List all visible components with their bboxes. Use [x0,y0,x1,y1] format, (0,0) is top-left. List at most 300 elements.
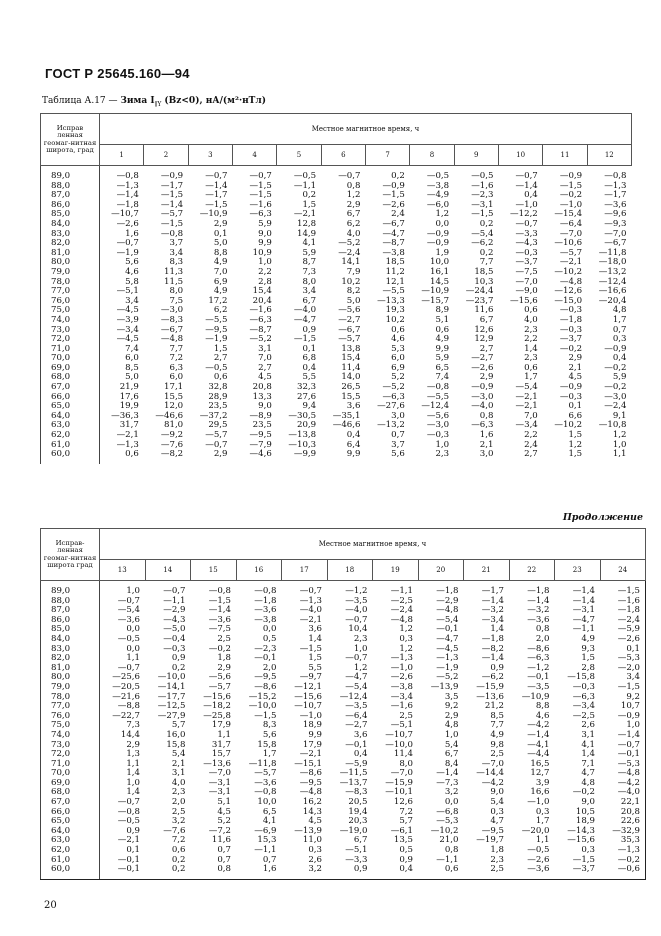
value-cell: 2,2 [258,266,272,277]
latitude-cell: 85,0 [41,210,100,220]
hour-column-header: 14 [145,560,191,581]
value-cell: 31,7 [211,739,231,750]
value-cell: 1,1 [126,653,140,664]
value-cell: —7,5 [208,624,231,635]
value-cell: —5,4 [515,382,538,393]
value-cell: 19,3 [385,305,405,316]
value-cell: 32,3 [297,382,317,393]
value-cell: —10,6 [554,238,583,249]
value-cell: 1,2 [435,209,450,220]
value-cell: 2,9 [346,199,361,210]
value-cell: 7,9 [346,266,361,277]
value-cell: 2,3 [524,353,538,364]
value-cell: —1,1 [572,624,595,635]
value-cell: 8,3 [262,720,277,731]
value-cell: 10,0 [429,257,450,268]
value-cell: —1,6 [249,199,272,210]
value-cell: 6,0 [125,353,139,364]
value-cell: 7,2 [171,835,186,846]
value-cell: —12,1 [294,681,322,692]
hour-column-header: 10 [498,145,542,166]
value-cell: —14,1 [157,681,186,692]
value-cell: —0,9 [160,171,184,181]
value-cell: —1,2 [345,586,368,596]
value-cell: 1,0 [258,257,272,268]
value-cell: 10,0 [257,797,277,808]
value-cell: —0,5 [471,171,494,181]
value-cell: 2,7 [213,353,228,364]
value-cell: 9,1 [612,410,627,421]
value-cell: 21,9 [119,382,139,393]
value-cell: 8,4 [444,758,459,769]
value-cell: —2,6 [471,362,494,373]
value-cell: —1,5 [160,218,184,229]
value-cell: —1,4 [205,180,228,191]
value-cell: —0,5 [117,633,140,644]
value-cell: 28,9 [208,391,228,402]
value-cell: 0,3 [308,845,322,856]
value-cell: 5,9 [302,247,317,258]
value-cell: 23,5 [252,420,272,431]
value-cell: —6,7 [604,238,627,249]
value-cell: 0,7 [262,854,277,865]
value-cell: 9,0 [490,787,504,798]
value-cell: 3,7 [391,439,405,450]
value-cell: —2,9 [163,605,186,616]
latitude-cell: 64,0 [41,412,100,422]
latitude-cell: 63,0 [41,421,100,431]
value-cell: —14,4 [476,768,504,779]
value-cell: 5,5 [308,662,322,673]
value-cell: —1,8 [254,595,277,606]
value-cell: —13,9 [430,681,459,692]
value-cell: 0,0 [262,624,277,635]
value-cell: —10,9 [421,286,450,297]
value-cell: —15,7 [421,295,450,306]
latitude-cell: 82,0 [41,239,100,249]
value-cell: —2,7 [471,353,494,364]
value-cell: —36,3 [111,410,139,421]
value-cell: 6,2 [346,218,361,229]
latitude-cell: 81,0 [41,664,100,674]
value-cell: 3,6 [308,624,322,635]
latitude-cell: 84,0 [41,635,100,645]
value-cell: 8,8 [535,701,550,712]
value-cell: —3,3 [345,854,368,865]
value-cell: 3,2 [282,865,328,879]
value-cell: —27,9 [157,710,186,721]
value-cell: —1,5 [471,209,494,220]
table-row [41,450,632,464]
value-cell: —5,7 [205,430,228,441]
value-cell: 5,7 [171,720,186,731]
value-cell: 2,7 [479,343,494,354]
value-cell: 12,6 [474,324,494,335]
value-cell: —4,0 [293,305,317,316]
value-cell: 5,6 [391,449,405,460]
value-cell: 12,7 [530,768,550,779]
value-cell: 5,9 [258,218,272,229]
value-cell: —10,7 [294,701,322,712]
value-cell: —5,3 [617,758,640,769]
hour-column-header: 8 [410,145,454,166]
value-cell: 27,6 [297,391,317,402]
value-cell: —0,8 [604,171,627,181]
value-cell: —1,8 [617,605,640,616]
value-cell: 16,2 [302,797,322,808]
value-cell: 14,4 [120,729,140,740]
value-cell: 0,5 [262,633,277,644]
hour-column-header: 24 [600,560,646,581]
value-cell: 9,2 [444,701,459,712]
value-cell: 1,2 [399,624,413,635]
latitude-cell: 62,0 [41,846,100,856]
hour-column-header: 12 [587,145,631,166]
value-cell: —3,6 [604,199,627,210]
value-cell: —0,7 [515,171,538,181]
value-cell: 20,8 [252,382,272,393]
value-cell: —10,2 [554,266,583,277]
value-cell: 0,8 [479,410,494,421]
hour-column-header: 20 [418,560,464,581]
value-cell: —0,2 [604,362,627,373]
latitude-cell: 71,0 [41,760,100,770]
latitude-cell: 76,0 [41,297,100,307]
value-cell: —1,1 [390,586,413,596]
value-cell: —7,0 [559,228,583,239]
value-cell: —6,3 [382,391,405,402]
value-cell: 22,6 [620,816,640,827]
value-cell: —12,6 [554,286,583,297]
value-cell: —4,5 [116,305,139,316]
continuation-label: Продолжение [562,512,643,523]
value-cell: —0,3 [515,247,538,258]
hour-column-header: 2 [144,145,188,166]
value-cell: —3,6 [509,865,555,879]
value-cell: 1,4 [490,624,504,635]
value-cell: 2,9 [126,739,140,750]
value-cell: —5,2 [338,238,361,249]
value-cell: —3,7 [515,257,538,268]
value-cell: —3,8 [382,247,405,258]
value-cell: 2,0 [262,662,277,673]
value-cell: —6,4 [345,710,368,721]
value-cell: —2,1 [293,209,317,220]
value-cell: —7,3 [436,777,459,788]
value-cell: —6,3 [249,209,272,220]
value-cell: —11,5 [339,768,368,779]
value-cell: —3,2 [481,605,504,616]
value-cell: —13,6 [476,691,504,702]
value-cell: 4,6 [535,710,550,721]
value-cell: 4,9 [213,257,228,268]
value-cell: —5,0 [163,624,186,635]
value-cell: 5,5 [302,372,317,383]
value-cell: 2,3 [524,324,538,335]
hour-column-header: 1 [100,145,144,166]
value-cell: 15,3 [257,835,277,846]
value-cell: —0,5 [117,816,140,827]
value-cell: 6,7 [444,749,459,760]
value-cell: 1,8 [217,653,231,664]
value-cell: 2,5 [464,865,510,879]
value-cell: 7,4 [435,372,450,383]
value-cell: 11,4 [341,362,361,373]
value-cell: 6,5 [262,806,277,817]
value-cell: —10,0 [157,672,186,683]
value-cell: —9,5 [254,672,277,683]
value-cell: 3,1 [581,729,595,740]
latitude-cell: 77,0 [41,287,100,297]
value-cell: 2,0 [171,797,186,808]
value-cell: 2,5 [217,633,231,644]
value-cell: 0,4 [353,749,368,760]
value-cell: —12,4 [598,276,627,287]
value-cell: —1,0 [390,662,413,673]
value-cell: 12,6 [393,797,413,808]
value-cell: 0,1 [126,845,140,856]
value-cell: 4,9 [435,334,450,345]
hour-column-header: 22 [509,560,555,581]
value-cell: —6,2 [481,672,504,683]
value-cell: 6,0 [169,372,184,383]
value-cell: 13,8 [341,343,361,354]
latitude-cell: 82,0 [41,654,100,664]
value-cell: 0,4 [524,190,538,201]
value-cell: —13,3 [377,295,405,306]
value-cell: 1,0 [126,586,140,596]
value-cell: 5,9 [435,353,450,364]
value-cell: 15,5 [341,391,361,402]
value-cell: —9,3 [604,218,627,229]
value-cell: —24,4 [465,286,494,297]
value-cell: 1,7 [262,749,277,760]
table-row [41,581,646,597]
value-cell: 1,7 [524,372,538,383]
data-table-hours-1-12 [40,113,632,464]
value-cell: —1,5 [572,854,595,865]
value-cell: 0,1 [568,401,583,412]
value-cell: 0,3 [535,806,550,817]
value-cell: 7,0 [524,410,538,421]
value-cell: 10,7 [620,701,640,712]
value-cell: 2,1 [568,362,583,373]
value-cell: —4,8 [160,334,184,345]
value-cell: 17,6 [119,391,139,402]
value-cell: 2,9 [568,353,583,364]
value-cell: 14,9 [297,228,317,239]
value-cell: —7,9 [249,439,272,450]
value-cell: 7,5 [169,295,184,306]
value-cell: —13,7 [339,777,368,788]
value-cell: 0,9 [126,825,140,836]
value-cell: —4,8 [299,787,322,798]
value-cell: 3,9 [535,777,550,788]
local-time-header: Местное магнитное время, ч [100,529,646,560]
value-cell: 9,3 [581,643,595,654]
value-cell: —0,7 [515,218,538,229]
value-cell: —5,4 [471,228,494,239]
value-cell: —4,6 [249,449,272,460]
value-cell: 2,6 [308,854,322,865]
value-cell: —2,4 [390,605,413,616]
value-cell: 81,0 [164,420,184,431]
value-cell: —22,7 [112,710,140,721]
value-cell: —3,4 [116,324,139,335]
value-cell: —0,7 [163,586,186,596]
value-cell: —0,3 [163,643,186,654]
value-cell: —1,9 [436,662,459,673]
value-cell: —1,3 [617,845,640,856]
value-cell: 4,9 [581,633,595,644]
value-cell: 9,2 [626,691,640,702]
value-cell: —2,1 [299,614,322,625]
value-cell: —1,4 [527,729,550,740]
value-cell: —2,4 [338,247,361,258]
value-cell: —0,7 [205,439,228,450]
value-cell: 4,9 [490,729,504,740]
value-cell: —46,6 [155,410,184,421]
local-time-header: Местное магнитное время, ч [100,114,632,145]
value-cell: —1,4 [515,180,538,191]
value-cell: —15,6 [567,835,595,846]
value-cell: 15,8 [166,739,186,750]
value-cell: 20,8 [620,806,640,817]
value-cell: 10,2 [385,314,405,325]
value-cell: —3,8 [426,180,450,191]
value-cell: 3,0 [391,410,405,421]
value-cell: —9,2 [160,430,184,441]
value-cell: —2,9 [436,595,459,606]
value-cell: —7,5 [515,266,538,277]
value-cell: —0,7 [117,595,140,606]
latitude-cell: 61,0 [41,441,100,451]
value-cell: 2,5 [490,749,504,760]
value-cell: —1,0 [527,797,550,808]
value-cell: —3,1 [572,605,595,616]
value-cell: —0,9 [471,382,494,393]
caption-condition: (Bz<0), нА/(м²·нТл) [161,96,266,106]
value-cell: —3,6 [254,605,277,616]
latitude-cell: 66,0 [41,808,100,818]
value-cell: 1,7 [535,816,550,827]
value-cell: 1,8 [490,845,504,856]
value-cell: —16,6 [598,286,627,297]
value-cell: 21,0 [439,835,459,846]
value-cell: 3,1 [258,343,272,354]
value-cell: —5,2 [382,382,405,393]
value-cell: —1,7 [160,180,184,191]
value-cell: —0,8 [208,586,231,596]
value-cell: —12,5 [157,701,186,712]
value-cell: —2,6 [382,199,405,210]
value-cell: —6,1 [390,825,413,836]
value-cell: 3,4 [302,286,317,297]
value-cell: 0,8 [535,624,550,635]
value-cell: 0,7 [217,845,231,856]
value-cell: 3,5 [444,691,459,702]
value-cell: 0,6 [391,324,405,335]
value-cell: 4,6 [125,266,139,277]
value-cell: 4,1 [262,816,277,827]
value-cell: 8,2 [346,286,361,297]
value-cell: 10,3 [474,276,494,287]
value-cell: —1,5 [559,180,583,191]
value-cell: 7,0 [258,353,272,364]
value-cell: —1,5 [160,190,184,201]
value-cell: 3,6 [346,401,361,412]
value-cell: —3,7 [555,865,601,879]
value-cell: —15,8 [567,672,595,683]
value-cell: —1,4 [208,605,231,616]
value-cell: 0,0 [444,797,459,808]
value-cell: —0,8 [117,806,140,817]
value-cell: 23,5 [208,401,228,412]
value-cell: 0,2 [171,854,186,865]
latitude-cell: 68,0 [41,373,100,383]
value-cell: —6,9 [254,825,277,836]
value-cell: —0,4 [163,633,186,644]
latitude-cell: 68,0 [41,788,100,798]
value-cell: 2,3 [171,787,186,798]
value-cell: 2,5 [171,806,186,817]
latitude-cell: 89,0 [41,166,100,182]
value-cell: —0,2 [572,787,595,798]
value-cell: —2,4 [617,614,640,625]
value-cell: —8,7 [382,238,405,249]
value-cell: —2,6 [617,633,640,644]
value-cell: 11,3 [164,266,184,277]
value-cell: —2,7 [338,314,361,325]
value-cell: 0,1 [302,343,317,354]
value-cell: —10,0 [248,701,277,712]
value-cell: —0,7 [338,171,361,181]
value-cell: 6,3 [169,362,184,373]
value-cell: —1,5 [208,595,231,606]
value-cell: —5,4 [436,614,459,625]
value-cell: 5,4 [490,797,504,808]
value-cell: 3,2 [444,787,459,798]
table-body [41,166,632,464]
value-cell: —3,0 [426,420,450,431]
value-cell: —3,6 [208,614,231,625]
value-cell: —6,3 [527,653,550,664]
value-cell: 1,2 [612,430,627,441]
value-cell: —0,8 [254,586,277,596]
value-cell: —3,6 [254,777,277,788]
value-cell: —1,5 [254,710,277,721]
value-cell: 9,8 [490,739,504,750]
value-cell: —4,8 [436,605,459,616]
value-cell: 5,9 [612,372,627,383]
value-cell: 5,2 [217,816,231,827]
value-cell: 1,7 [612,314,627,325]
value-cell: 3,1 [171,768,186,779]
value-cell: —3,0 [160,305,184,316]
value-cell: 6,9 [391,362,405,373]
value-cell: —7,0 [515,276,538,287]
latitude-cell: 88,0 [41,597,100,607]
value-cell: 1,1 [535,835,550,846]
value-cell: 3,6 [353,729,368,740]
value-cell: —2,5 [572,710,595,721]
value-cell: 0,0 [126,643,140,654]
value-cell: —1,4 [116,190,139,201]
value-cell: —11,8 [248,758,277,769]
value-cell: —15,2 [248,691,277,702]
value-cell: —2,1 [117,835,140,846]
table-caption [42,96,266,108]
